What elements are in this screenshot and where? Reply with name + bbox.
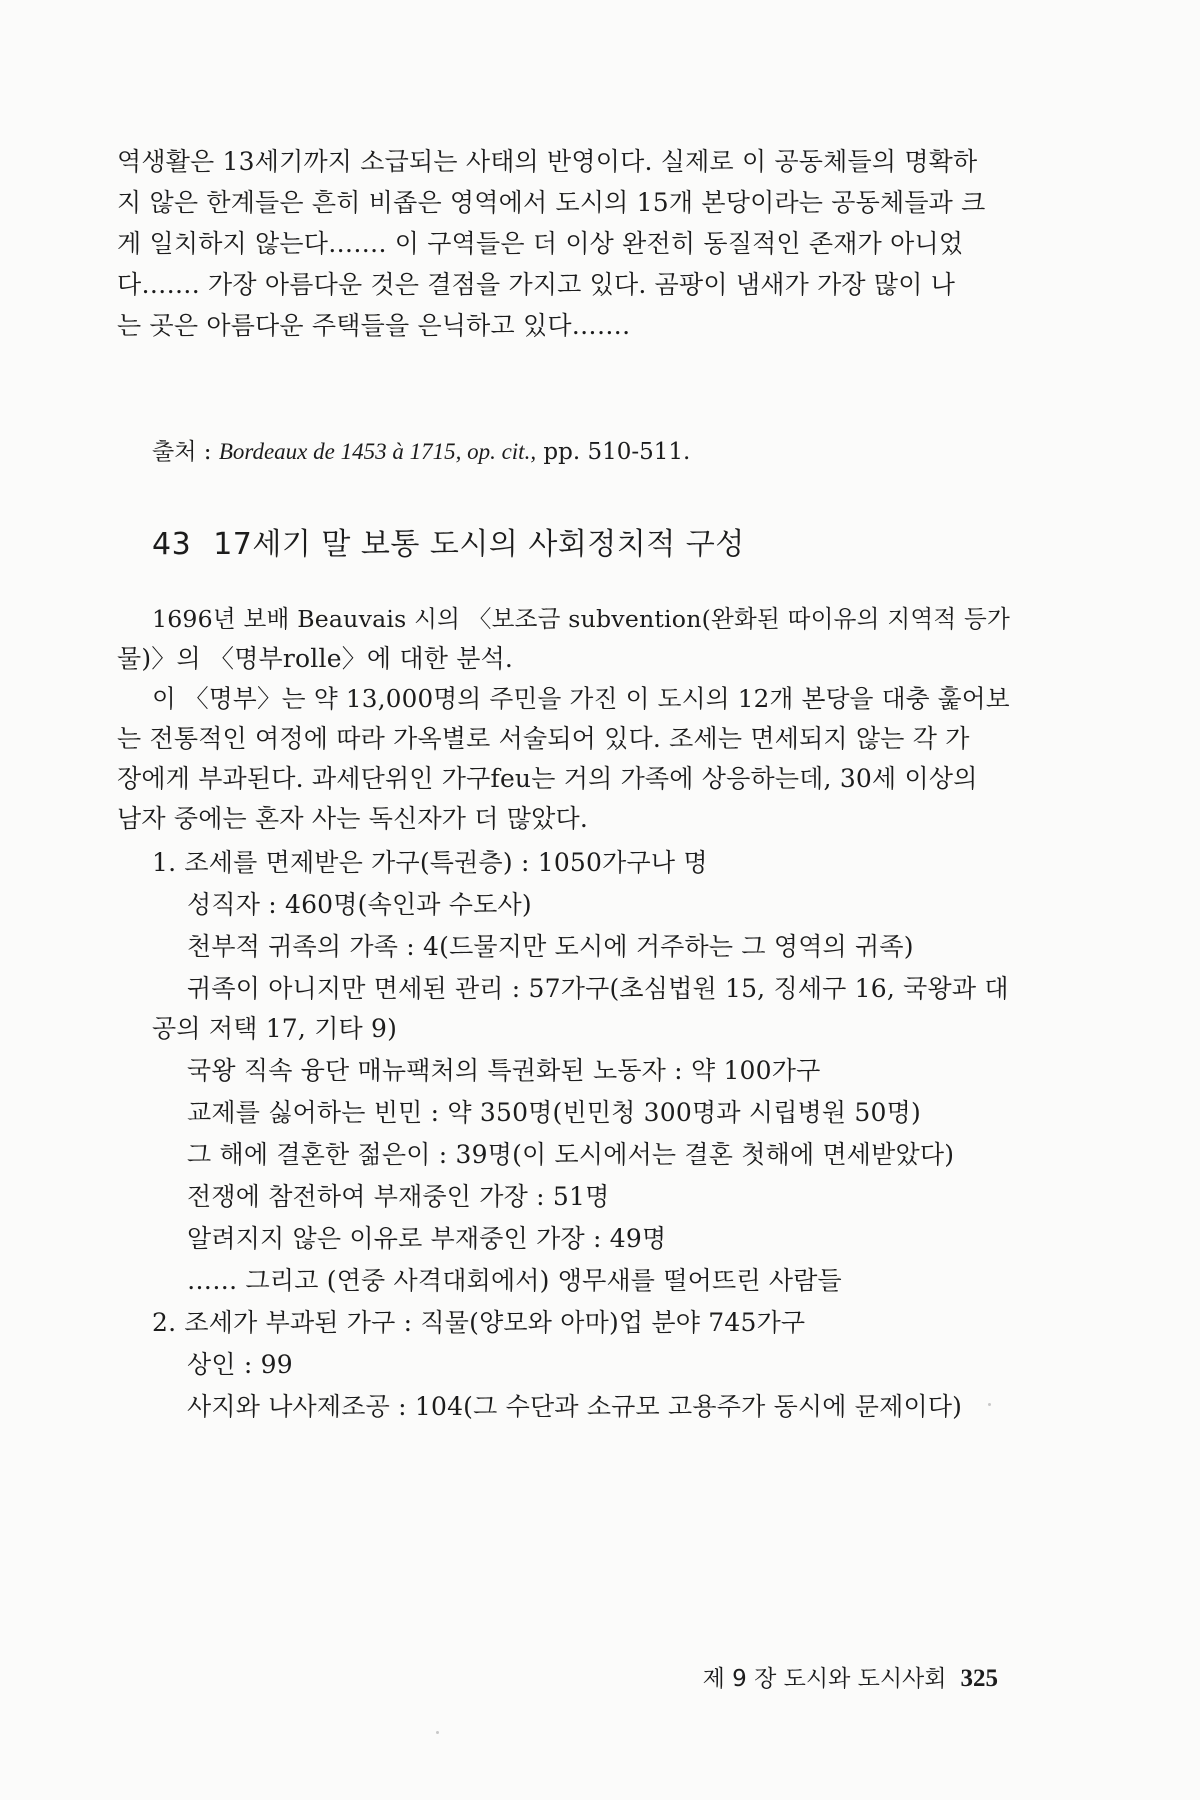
list-item: 1. 조세를 면제받은 가구(특권층) : 1050가구나 명: [152, 848, 708, 877]
chapter-title: 제 9 장 도시와 도시사회: [702, 1666, 947, 1692]
list-subitem: 성직자 : 460명(속인과 수도사): [187, 890, 532, 919]
source-citation: [152, 437, 690, 467]
page-number: 325: [960, 1665, 998, 1692]
source-label: 출처 :: [152, 439, 212, 465]
paragraph-line: 다……. 가장 아름다운 것은 결점을 가지고 있다. 곰팡이 냄새가 가장 많이 나: [117, 270, 956, 299]
list-item: 2. 조세가 부과된 가구 : 직물(양모와 아마)업 분야 745가구: [152, 1308, 806, 1337]
list-subitem: 전쟁에 참전하여 부재중인 가장 : 51명: [187, 1182, 610, 1211]
body-line: 1696년 보배 Beauvais 시의 〈보조금 subvention(완화된 따이유의 지역적 등가: [152, 605, 1011, 633]
paragraph-line: 게 일치하지 않는다……. 이 구역들은 더 이상 완전히 동질적인 존재가 아니었: [117, 229, 964, 258]
body-line: 이 〈명부〉는 약 13,000명의 주민을 가진 이 도시의 12개 본당을 대충 훑어보: [152, 684, 1010, 713]
section-number: 43: [152, 527, 192, 562]
list-subitem: 교제를 싫어하는 빈민 : 약 350명(빈민청 300명과 시립병원 50명): [187, 1098, 921, 1127]
list-subitem-continued: 공의 저택 17, 기타 9): [152, 1014, 398, 1043]
body-line: 남자 중에는 혼자 사는 독신자가 더 많았다.: [117, 804, 588, 833]
list-subitem: 천부적 귀족의 가족 : 4(드물지만 도시에 거주하는 그 영역의 귀족): [187, 932, 914, 961]
list-subitem: 국왕 직속 융단 매뉴팩처의 특권화된 노동자 : 약 100가구: [187, 1056, 821, 1085]
scan-speck: [436, 1731, 439, 1734]
paragraph-line: 지 않은 한계들은 흔히 비좁은 영역에서 도시의 15개 본당이라는 공동체들과 크: [117, 188, 986, 217]
source-pages: pp. 510-511.: [543, 439, 691, 465]
list-subitem: …… 그리고 (연중 사격대회에서) 앵무새를 떨어뜨린 사람들: [187, 1266, 842, 1295]
running-footer: [703, 1665, 998, 1693]
list-subitem: 귀족이 아니지만 면세된 관리 : 57가구(초심법원 15, 징세구 16, 국왕과 대: [187, 974, 1009, 1003]
section-heading: [152, 527, 745, 563]
paragraph-line: 는 곳은 아름다운 주택들을 은닉하고 있다…….: [117, 311, 631, 340]
list-subitem: 그 해에 결혼한 젊은이 : 39명(이 도시에서는 결혼 첫해에 면세받았다): [187, 1140, 955, 1169]
list-subitem: 알려지지 않은 이유로 부재중인 가장 : 49명: [187, 1224, 667, 1253]
body-line: 장에게 부과된다. 과세단위인 가구feu는 거의 가족에 상응하는데, 30세 이상의: [117, 764, 978, 793]
source-work: Bordeaux de 1453 à 1715, op. cit.,: [218, 439, 537, 464]
section-title: 17세기 말 보통 도시의 사회정치적 구성: [213, 527, 745, 562]
list-subitem: 사지와 나사제조공 : 104(그 수단과 소규모 고용주가 동시에 문제이다): [187, 1392, 963, 1421]
body-line: 물)〉의 〈명부rolle〉에 대한 분석.: [117, 644, 514, 673]
body-line: 는 전통적인 여정에 따라 가옥별로 서술되어 있다. 조세는 면세되지 않는 각 가: [117, 724, 970, 753]
scan-speck: [988, 1403, 991, 1406]
paragraph-line: 역생활은 13세기까지 소급되는 사태의 반영이다. 실제로 이 공동체들의 명확하: [117, 147, 978, 176]
list-subitem: 상인 : 99: [187, 1350, 293, 1379]
